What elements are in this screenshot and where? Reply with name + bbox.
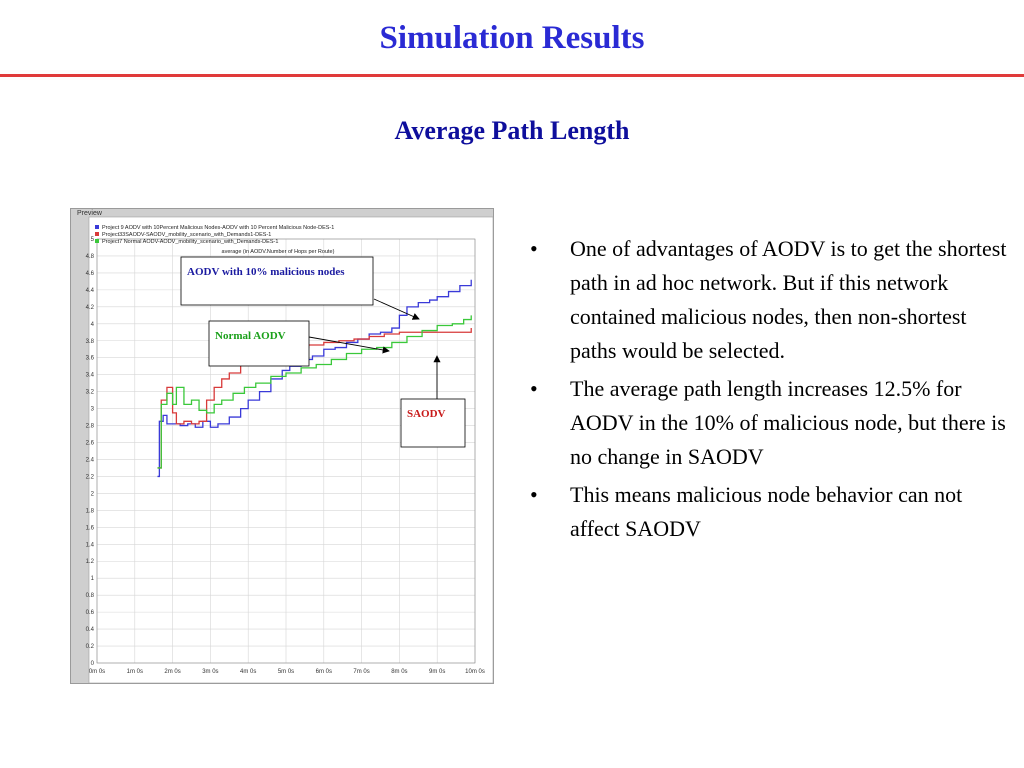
bullet-item (528, 372, 1008, 474)
x-tick-label: 6m 0s (315, 669, 332, 675)
y-tick-label: 2 (90, 491, 94, 498)
y-tick-label: 4 (90, 321, 94, 328)
y-tick-label: 5 (90, 237, 94, 243)
y-tick-label: 1.4 (85, 542, 94, 549)
bullet-dot: • (530, 376, 538, 401)
y-tick-label: 2.8 (85, 423, 94, 430)
window-title: Preview (77, 210, 102, 217)
annotation-label: SAODV (407, 408, 446, 420)
y-tick-label: 3.6 (85, 355, 94, 362)
annotation-box (209, 321, 309, 366)
y-tick-label: 2.4 (85, 457, 94, 464)
y-tick-label: 4.6 (85, 270, 94, 277)
bullet-text: The average path length increases 12.5% for AODV in the 10% of malicious node, but there is no change in SAODV (570, 376, 1006, 469)
annotation-box (401, 399, 465, 447)
bullet-text: This means malicious node behavior can not affect SAODV (570, 482, 963, 541)
legend-label: Project7 Normal AODV-AODV_mobility_scenario_with_Demands-DES-1 (102, 239, 279, 245)
line-chart (71, 209, 495, 685)
annotation-label: AODV with 10% malicious nodes (187, 266, 345, 278)
y-tick-label: 0.8 (85, 593, 94, 600)
x-tick-label: 0m 0s (88, 669, 106, 675)
annotation-label: Normal AODV (215, 330, 286, 342)
y-tick-label: 1.8 (85, 508, 94, 515)
y-tick-label: 0.2 (85, 644, 94, 651)
y-tick-label: 4.2 (85, 304, 94, 311)
x-tick-label: 9m 0s (429, 669, 446, 675)
annotation-box (181, 257, 373, 305)
x-tick-label: 8m 0s (391, 669, 408, 675)
x-tick-label: 1m 0s (126, 669, 143, 675)
y-tick-label: 2.2 (85, 474, 94, 481)
y-tick-label: 4.8 (85, 253, 94, 260)
slide-title: Simulation Results (379, 20, 645, 56)
bullet-list (528, 232, 1008, 550)
x-tick-label: 7m 0s (353, 669, 370, 675)
legend-swatch (95, 232, 99, 236)
x-tick-label: 5m 0s (277, 669, 295, 675)
slide-subtitle: Average Path Length (394, 116, 630, 145)
bullet-text: One of advantages of AODV is to get the shortest path in ad hoc network. But if this network contained malicious nodes, then non-shortest paths would be selected. (570, 236, 1007, 363)
y-tick-label: 3.2 (85, 389, 94, 396)
bullet-dot: • (530, 482, 538, 507)
bullet-item (528, 478, 1008, 546)
y-tick-label: 3.8 (85, 338, 94, 345)
legend-label: Project33SAODV-SAODV_mobility_scenario_with_Demands1-DES-1 (102, 232, 272, 238)
bullet-item (528, 232, 1008, 368)
y-tick-label: 0 (90, 661, 94, 667)
y-tick-label: 0.4 (85, 627, 94, 634)
legend-swatch (95, 225, 99, 229)
x-tick-label: 3m 0s (202, 669, 219, 675)
chart-preview-window (70, 208, 494, 684)
bullet-dot: • (530, 236, 538, 261)
legend-swatch (95, 239, 99, 243)
y-tick-label: 1.6 (85, 525, 94, 532)
title-divider (0, 74, 1024, 77)
y-tick-label: 1.2 (85, 559, 94, 566)
x-tick-label: 2m 0s (164, 669, 181, 675)
y-tick-label: 0.6 (85, 610, 94, 617)
x-tick-label: 4m 0s (240, 669, 257, 675)
y-tick-label: 4.4 (85, 287, 94, 294)
legend-label: Project 9 AODV with 10Percent Malicious Nodes-AODV with 10 Percent Malicious Node-DES-1 (102, 225, 335, 231)
y-tick-label: 2.6 (85, 440, 94, 447)
y-tick-label: 3 (90, 406, 94, 413)
chart-title: average (in AODV.Number of Hops per Route) (221, 249, 335, 255)
x-tick-label: 10m 0s (465, 669, 485, 675)
y-tick-label: 1 (90, 576, 94, 583)
y-tick-label: 3.4 (85, 372, 94, 379)
